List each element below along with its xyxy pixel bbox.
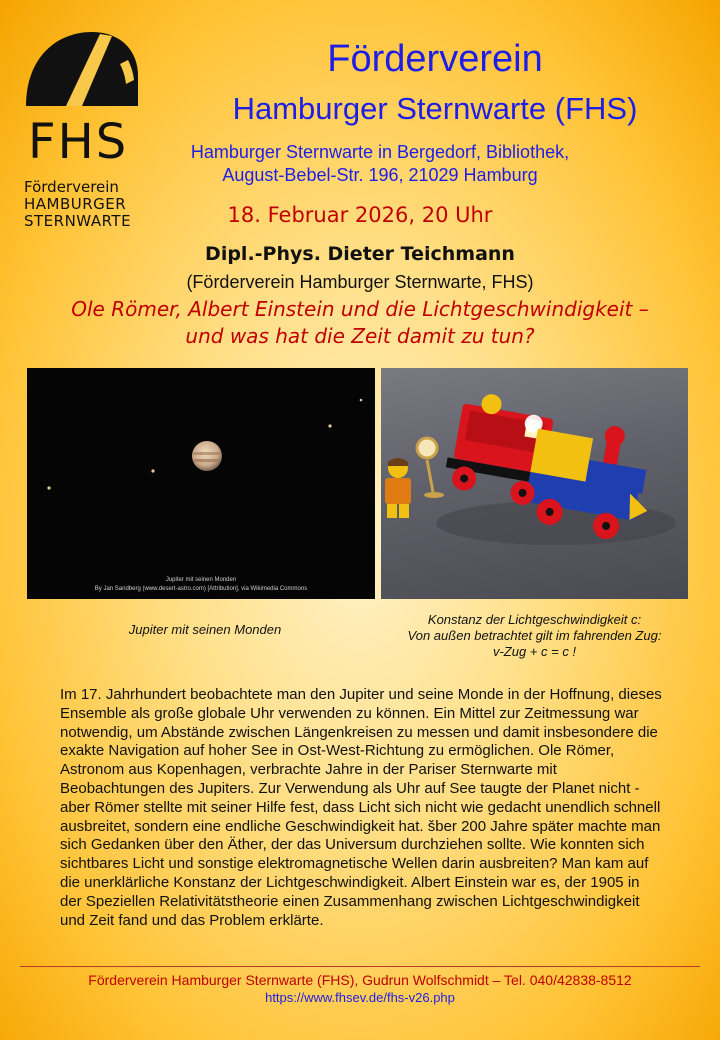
talk-title — [40, 296, 680, 350]
talk-title-line-2: und was hat die Zeit damit zu tun? — [185, 324, 535, 348]
venue-address — [150, 141, 610, 187]
train-caption-line-3: v-Zug + c = c ! — [492, 644, 577, 659]
photo-credit-source: By Jan Sandberg (www.desert-astro.com) [Attribution], via Wikimedia Commons — [94, 586, 308, 592]
org-title: Förderverein — [327, 38, 543, 80]
logo-letters: FHS — [28, 114, 129, 170]
speaker-name: Dipl.-Phys. Dieter Teichmann — [205, 243, 515, 265]
train-caption-line-1: Konstanz der Lichtgeschwindigkeit c: — [427, 612, 642, 627]
logo-line-3: STERNWARTE — [24, 212, 132, 230]
jupiter-caption: Jupiter mit seinen Monden — [128, 622, 282, 637]
footer-divider — [20, 966, 700, 967]
address-line-1: Hamburger Sternwarte in Bergedorf, Bibliothek, — [190, 142, 570, 162]
talk-abstract: Im 17. Jahrhundert beobachtete man den Jupiter und seine Monde in der Hoffnung, dieses Ensemble als große globale Uhr verwenden zu können. Ein Mittel zur Zeitmessung war notwendig, um Abstände zwischen Längenkreisen zu messen und damit insbesondere die exakte Navigation auf hoher See in Ost-West-Richtung zu ermöglichen. Ole Römer, Astronom aus Kopenhagen, verbrachte Jahre in der Pariser Sternwarte mit Beobachtungen des Jupiters. Zur Verwendung als Uhr auf See taugte der Planet nicht - aber Römer stellte mit seiner Hilfe fest, dass Licht sich nicht wie gedacht unendlich schnell ausbreitet, sondern eine endliche Geschwindigkeit hat. šber 200 Jahre später machte man sich Gedanken über den Äther, der das Universum durchziehen sollte. Wie konnten sich sichtbares Licht und sonstige elektromagnetische Wellen darin ausbreiten? Man kam auf die unerklärliche Konstanz der Lichtgeschwindigkeit. Albert Einstein war es, der 1905 in der Speziellen Relativitätstheorie einen Zusammenhang zwischen Lichtgeschwindigkeit und Zeit fand und das Problem erklärte. — [60, 686, 662, 929]
jupiter-photo — [27, 368, 375, 599]
train-caption — [381, 612, 688, 660]
fhs-logo — [22, 28, 142, 230]
observatory-dome-icon — [22, 28, 142, 114]
event-date: 18. Februar 2026, 20 Uhr — [227, 203, 493, 227]
logo-line-1: Förderverein — [24, 178, 119, 196]
speaker-affiliation: (Förderverein Hamburger Sternwarte, FHS) — [186, 272, 534, 292]
footer-contact: Förderverein Hamburger Sternwarte (FHS), Gudrun Wolfschmidt – Tel. 040/42838-8512 — [88, 972, 632, 988]
photo-credit-title: Jupiter mit seinen Monden — [165, 577, 237, 583]
talk-title-line-1: Ole Römer, Albert Einstein und die Lichtgeschwindigkeit – — [71, 297, 649, 321]
train-caption-line-2: Von außen betrachtet gilt im fahrenden Zug: — [407, 628, 662, 643]
org-subtitle: Hamburger Sternwarte (FHS) — [232, 91, 638, 126]
jupiter-image — [27, 368, 375, 599]
address-line-2: August-Bebel-Str. 196, 21029 Hamburg — [222, 165, 538, 185]
lego-train-photo — [381, 368, 688, 599]
logo-line-2: HAMBURGER — [24, 195, 127, 213]
footer-url-link[interactable]: https://www.fhsev.de/fhs-v26.php — [265, 990, 455, 1005]
lego-train-image — [381, 368, 688, 599]
